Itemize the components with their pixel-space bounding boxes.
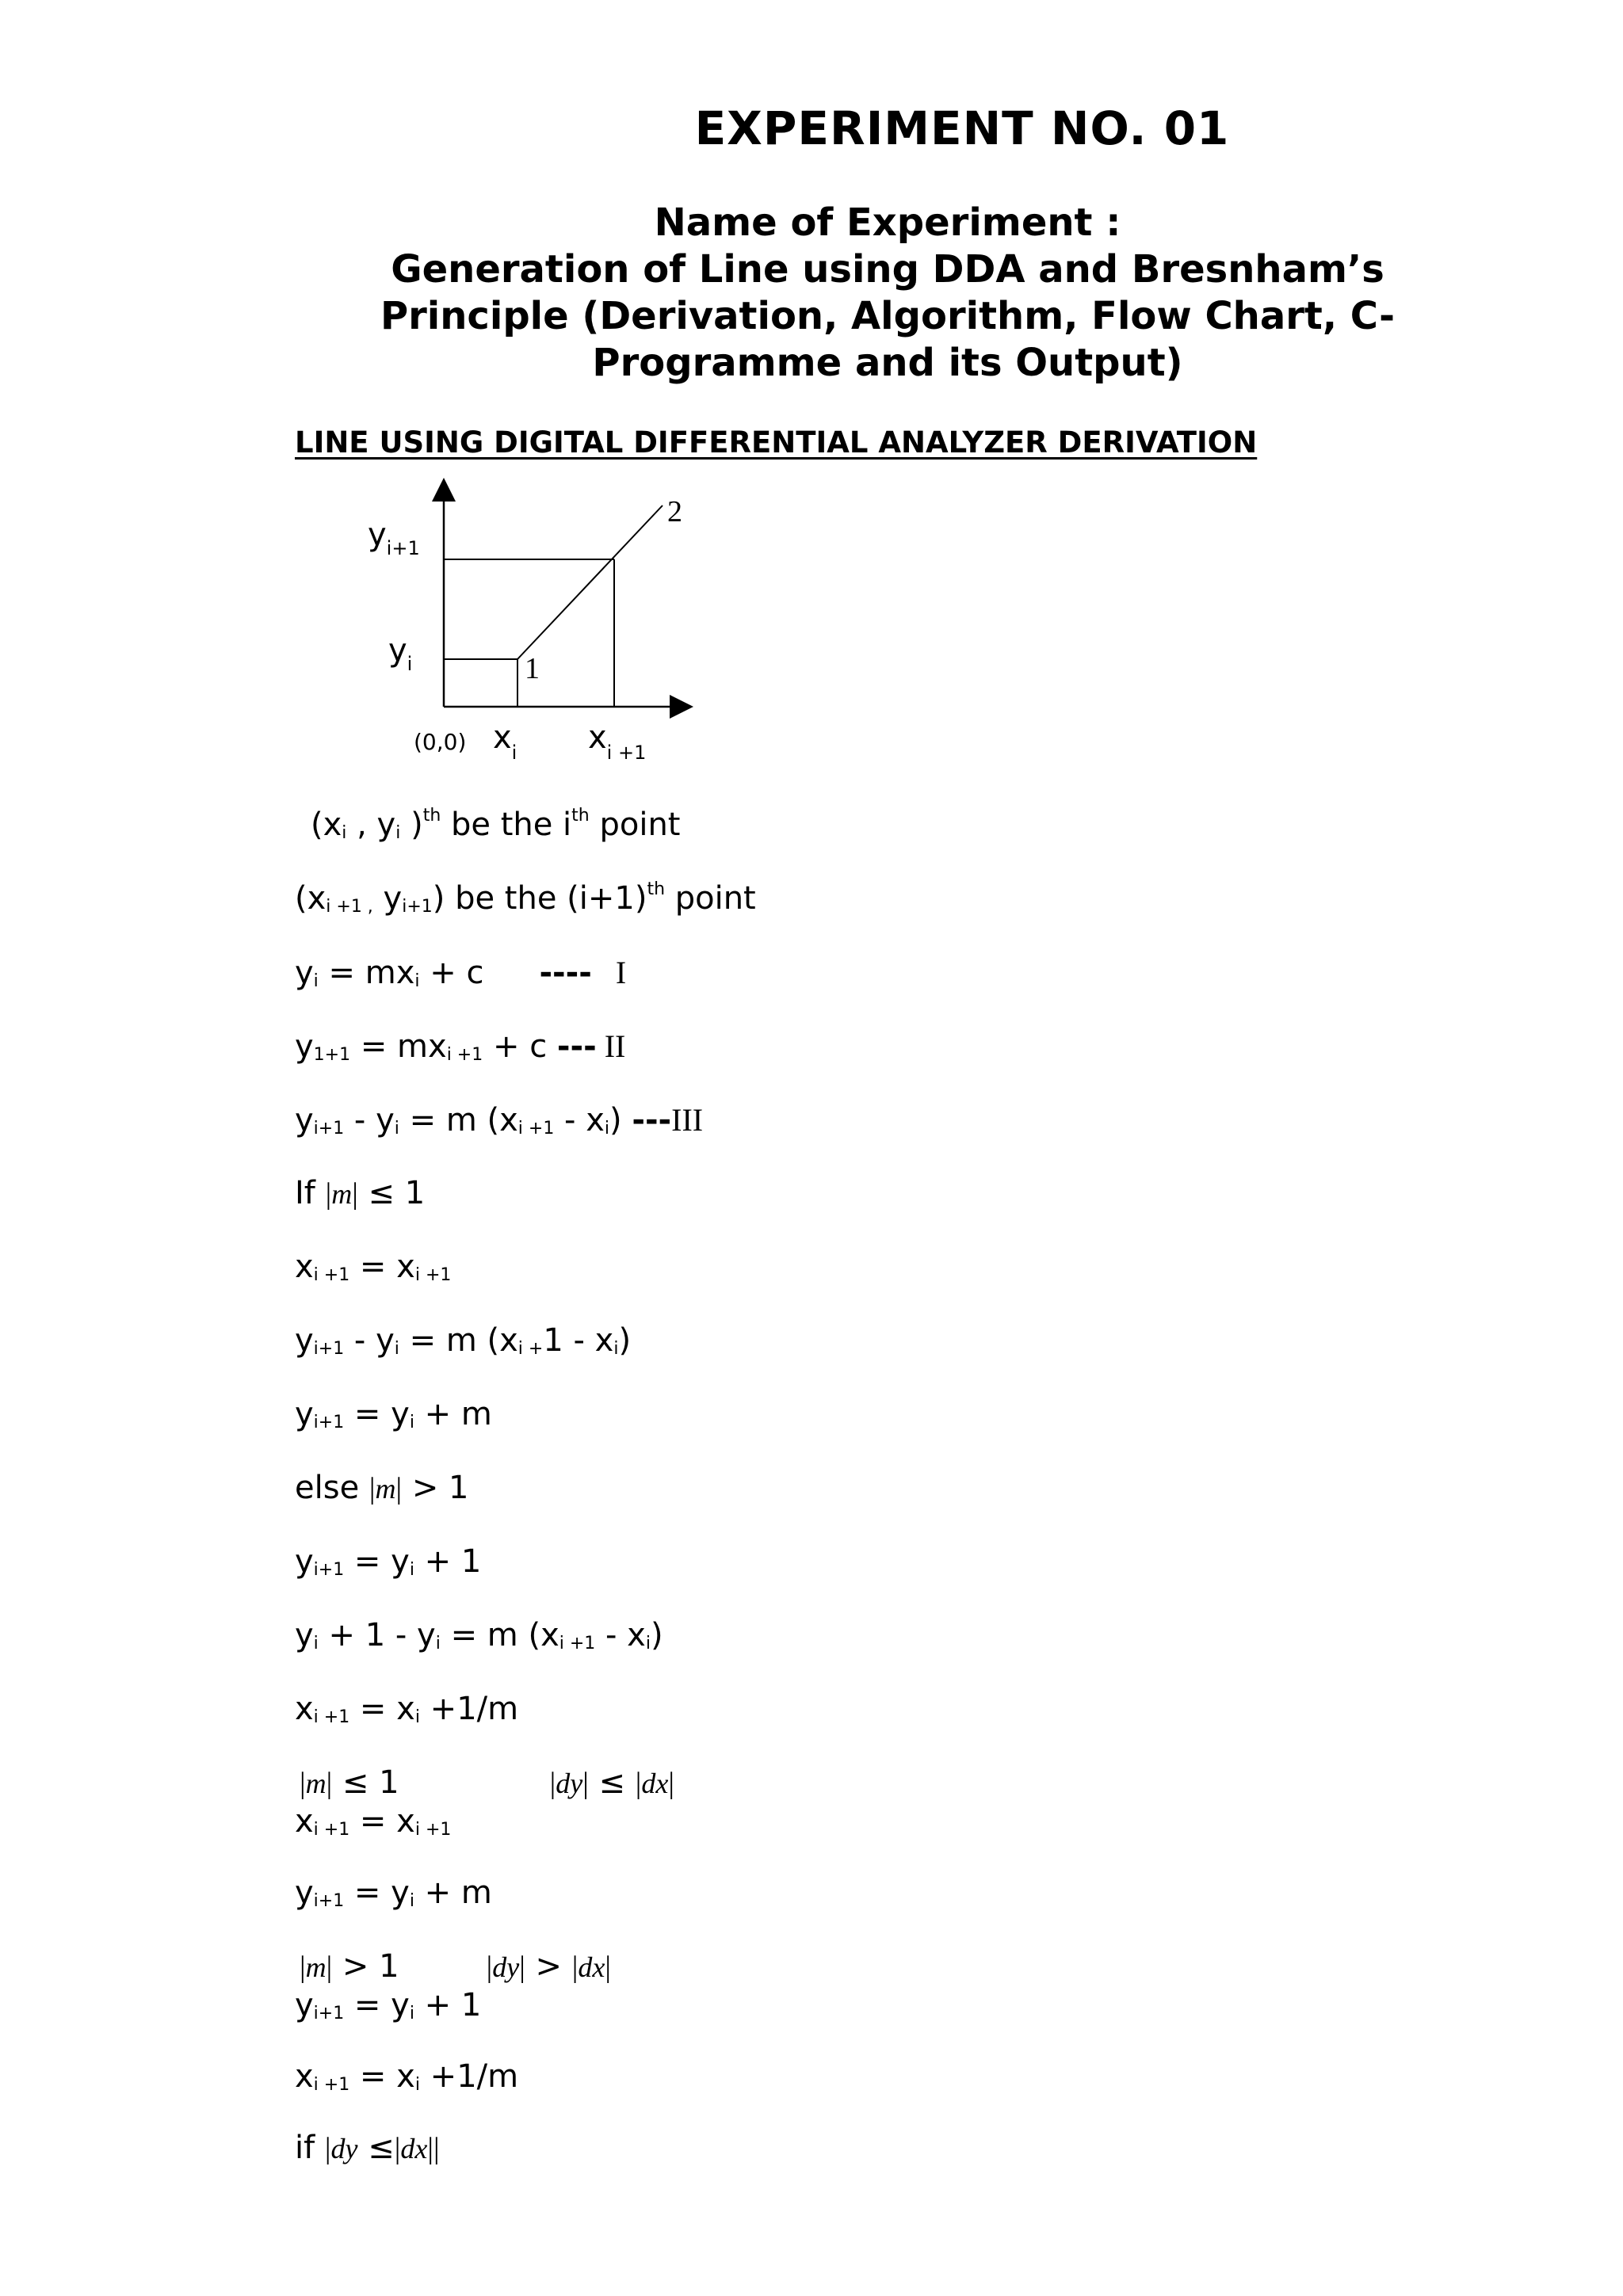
label-point-2: 2 (667, 495, 682, 528)
derivation-line-4: $y_{1+1} = mx_{i +1} + c$ --- II (295, 1028, 626, 1065)
label-origin: (0,0) (414, 729, 467, 755)
derivation-line-10: else |m| > 1 (295, 1470, 469, 1506)
label-point-1: 1 (525, 652, 540, 685)
derivation-line-12: $y_i + 1 - y_i = m$ $(x_{i +1} - x_i)$ (295, 1617, 663, 1653)
derivation-line-3: $y_i = mx_i + c$ ---- I (295, 955, 627, 991)
experiment-name-line-2: Principle (Derivation, Algorithm, Flow Chart, C- (380, 294, 1396, 338)
derivation-line-19: $x_{i +1} = x_i +1/m$ (295, 2058, 519, 2095)
experiment-name-line-1: Generation of Line using DDA and Bresnham’s (391, 247, 1384, 292)
derivation-line-17: |m| > 1 |dy| > |dx| (300, 1948, 611, 1985)
derivation-line-15: $x_{i +1} = x_{i +1}$ (295, 1803, 452, 1840)
derivation-line-7: $x_{i +1} = x_{i +1}$ (295, 1249, 452, 1285)
derivation-line-20: if |dy ≤|dx|| (295, 2130, 440, 2166)
dda-line (517, 505, 663, 659)
derivation-line-2: ($x_{i +1 ,}$ $y_{i+1}$) be the $(i+1)^{th}$ point (295, 879, 756, 917)
experiment-name (372, 200, 1403, 387)
label-y-next: $y_{i+1}$ (368, 517, 420, 559)
derivation-line-8: $y_{i+1} - y_i = m$ $(x_{i +}1 - x_i)$ (295, 1322, 632, 1359)
label-x-next: $x_{i +1}$ (588, 719, 647, 764)
derivation-line-14: |m| ≤ 1 |dy| ≤ |dx| (300, 1764, 674, 1801)
derivation-line-5: $y_{i+1} - y_i = m$ $(x_{i +1} - x_i)$ ---III (295, 1102, 704, 1138)
derivation-line-11: $y_{i+1} = y_i + 1$ (295, 1543, 482, 1580)
derivation-line-13: $x_{i +1} = x_i +1/m$ (295, 1691, 519, 1727)
label-x: $x_i$ (493, 719, 517, 764)
page-title: EXPERIMENT NO. 01 (694, 101, 1230, 155)
derivation-line-6: If |m| ≤ 1 (295, 1175, 426, 1211)
derivation-line-16: $y_{i+1} = y_i + m$ (295, 1875, 492, 1911)
experiment-name-label: Name of Experiment : (654, 200, 1121, 245)
experiment-name-line-3: Programme and its Output) (592, 341, 1183, 385)
derivation-line-1: ($x_i$ , $y_i$ )$^{th}$ be the $i^{th}$ point (311, 806, 681, 843)
derivation-line-18: $y_{i+1} = y_i + 1$ (295, 1987, 482, 2023)
label-y: $y_i$ (388, 632, 413, 675)
section-heading: LINE USING DIGITAL DIFFERENTIAL ANALYZER DERIVATION (295, 425, 1258, 460)
derivation-line-9: $y_{i+1} = y_i + m$ (295, 1396, 492, 1432)
dda-diagram (349, 475, 729, 776)
